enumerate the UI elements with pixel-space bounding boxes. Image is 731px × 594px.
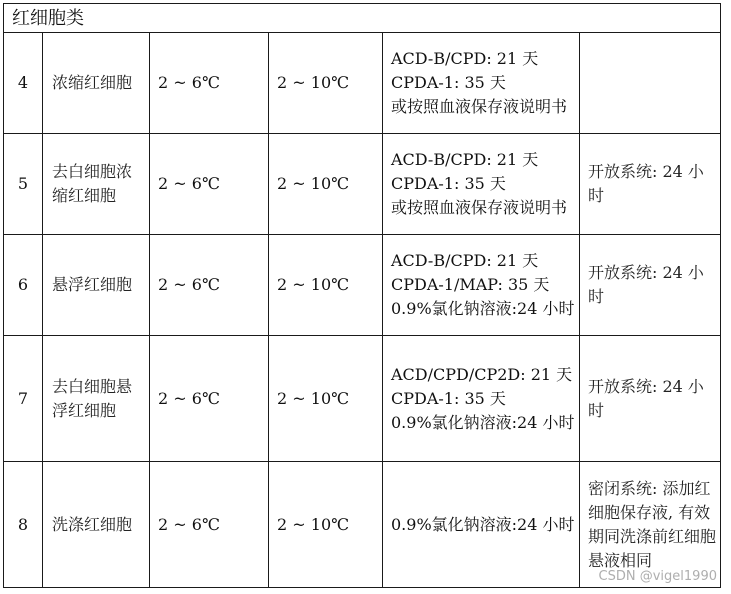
period-line: 或按照血液保存液说明书 [391, 97, 568, 116]
transport-temperature: 2 ~ 10℃ [269, 134, 383, 235]
period-line: CPDA-1: 35 天 [391, 388, 506, 408]
product-name: 浓缩红细胞 [43, 33, 150, 134]
period-line: CPDA-1: 35 天 [391, 174, 506, 193]
table-row [4, 134, 721, 235]
period-line: CPDA-1/MAP: 35 天 [391, 275, 550, 294]
row-number: 8 [4, 462, 43, 588]
product-name: 去白细胞悬浮红细胞 [43, 336, 150, 462]
period-line: ACD-B/CPD: 21 天 [391, 251, 539, 270]
note [580, 33, 721, 134]
section-title: 红细胞类 [4, 4, 721, 33]
table-row [4, 336, 721, 462]
row-number: 4 [4, 33, 43, 134]
transport-temperature: 2 ~ 10℃ [269, 462, 383, 588]
transport-temperature: 2 ~ 10℃ [269, 336, 383, 462]
watermark: CSDN @vigel1990 [598, 569, 717, 584]
row-number: 7 [4, 336, 43, 462]
product-name: 悬浮红细胞 [43, 235, 150, 336]
storage-period [383, 33, 580, 134]
transport-temperature: 2 ~ 10℃ [269, 235, 383, 336]
storage-temperature: 2 ~ 6℃ [150, 462, 269, 588]
note: 开放系统: 24 小时 [580, 336, 721, 462]
row-number: 5 [4, 134, 43, 235]
blood-storage-table [3, 3, 721, 588]
storage-period [383, 134, 580, 235]
transport-temperature: 2 ~ 10℃ [269, 33, 383, 134]
storage-temperature: 2 ~ 6℃ [150, 33, 269, 134]
note: 开放系统: 24 小时 [580, 235, 721, 336]
storage-temperature: 2 ~ 6℃ [150, 134, 269, 235]
storage-temperature: 2 ~ 6℃ [150, 336, 269, 462]
title-row [4, 4, 721, 33]
table-row [4, 235, 721, 336]
note: 开放系统: 24 小时 [580, 134, 721, 235]
storage-period [383, 235, 580, 336]
period-line: 或按照血液保存液说明书 [391, 198, 568, 217]
period-line: 0.9%氯化钠溶液:24 小时 [391, 514, 575, 534]
storage-period [383, 462, 580, 588]
period-line: 0.9%氯化钠溶液:24 小时 [391, 412, 575, 432]
storage-period [383, 336, 580, 462]
product-name: 去白细胞浓缩红细胞 [43, 134, 150, 235]
period-line: CPDA-1: 35 天 [391, 73, 506, 92]
note: 密闭系统: 添加红细胞保存液, 有效期同洗涤前红细胞悬液相同 [580, 462, 721, 588]
table-row [4, 33, 721, 134]
storage-temperature: 2 ~ 6℃ [150, 235, 269, 336]
period-line: ACD-B/CPD: 21 天 [391, 150, 539, 169]
period-line: 0.9%氯化钠溶液:24 小时 [391, 299, 575, 318]
period-line: ACD-B/CPD: 21 天 [391, 49, 539, 68]
product-name: 洗涤红细胞 [43, 462, 150, 588]
row-number: 6 [4, 235, 43, 336]
period-line: ACD/CPD/CP2D: 21 天 [391, 364, 573, 384]
